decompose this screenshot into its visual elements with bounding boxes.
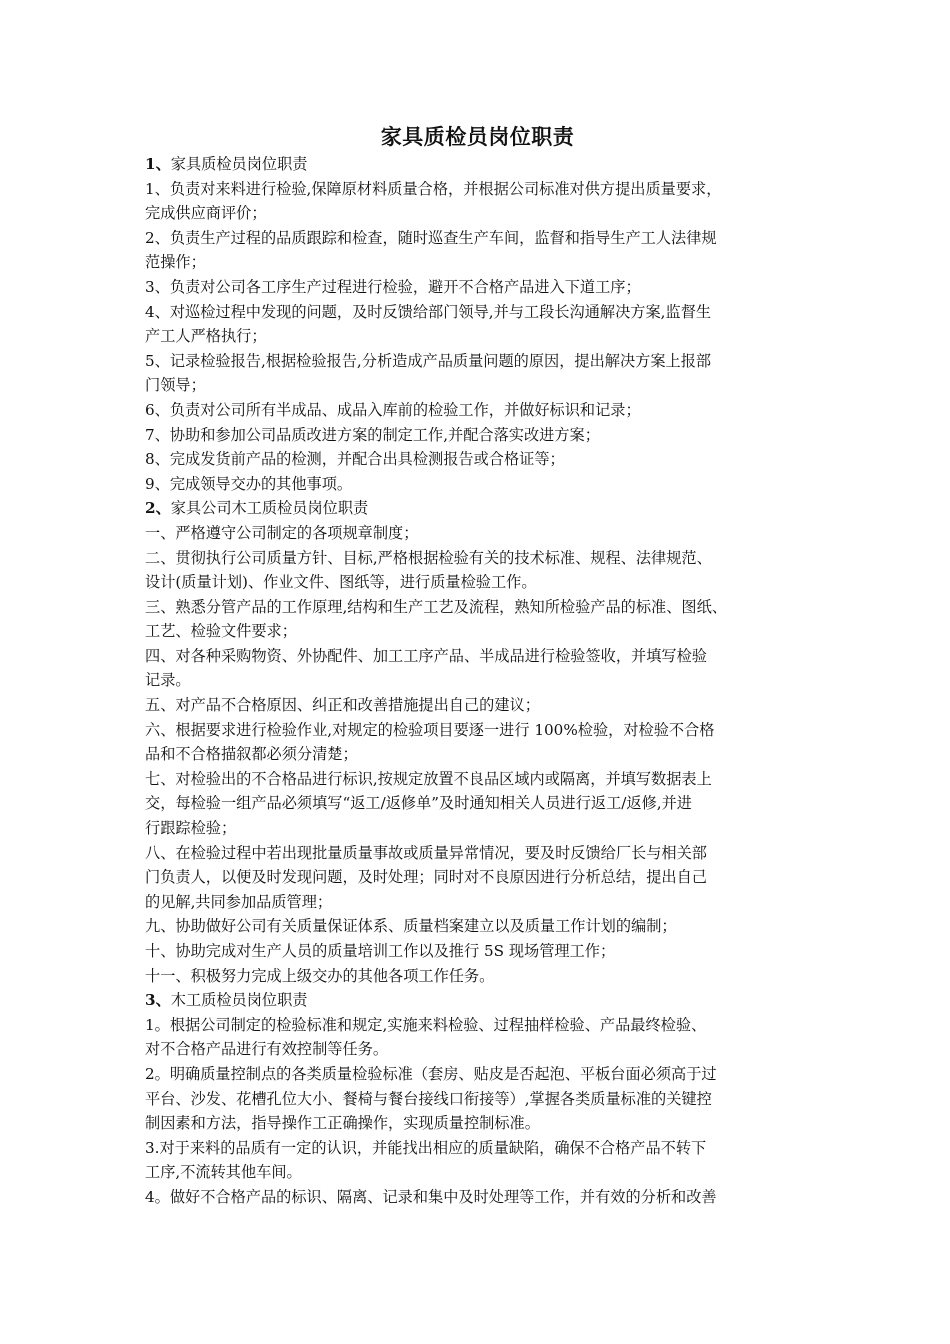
text-line: 6、负责对公司所有半成品、成品入库前的检验工作，并做好标识和记录； — [145, 400, 641, 419]
text-line: 范操作； — [145, 253, 206, 272]
text-line: 记录。 — [145, 671, 191, 690]
text-line: 门领导； — [145, 376, 206, 395]
text-line: 十、协助完成对生产人员的质量培训工作以及推行 5S 现场管理工作； — [145, 942, 616, 960]
text-line: 1、负责对来料进行检验,保障原材料质量合格，并根据公司标准对供方提出质量要求， — [145, 179, 722, 198]
section-heading — [145, 988, 810, 1013]
text-line: 设计(质量计划)、作业文件、图纸等，进行质量检验工作。 — [145, 573, 537, 592]
text-line: 三、熟悉分管产品的工作原理,结构和生产工艺及流程，熟知所检验产品的标准、图纸、 — [145, 597, 727, 616]
text-line: 产工人严格执行； — [145, 327, 267, 346]
text-line: 9、完成领导交办的其他事项。 — [145, 474, 353, 493]
text-line: 8、完成发货前产品的检测，并配合出具检测报告或合格证等； — [145, 450, 565, 469]
text-line: 五、对产品不合格原因、纠正和改善措施提出自己的建议； — [145, 696, 540, 715]
text-line: 品和不合格描叙都必须分清楚； — [145, 745, 358, 764]
text-line: 4。做好不合格产品的标识、隔离、记录和集中及时处理等工作，并有效的分析和改善 — [145, 1187, 717, 1206]
text-line: 二、贯彻执行公司质量方针、目标,严格根据检验有关的技术标准、规程、法律规范、 — [145, 548, 712, 567]
text-line: 一、严格遵守公司制定的各项规章制度； — [145, 523, 419, 542]
text-line: 7、协助和参加公司品质改进方案的制定工作,并配合落实改进方案； — [145, 425, 600, 444]
text-line: 制因素和方法，指导操作工正确操作，实现质量控制标准。 — [145, 1114, 540, 1133]
section-number: 1、 — [145, 155, 171, 173]
section-heading-text: 木工质检员岗位职责 — [170, 991, 308, 1010]
document-title: 家具质检员岗位职责 — [380, 124, 575, 149]
text-line: 平台、沙发、花槽孔位大小、餐椅与餐台接线口衔接等）,掌握各类质量标准的关键控 — [145, 1089, 712, 1108]
section-heading — [145, 496, 810, 521]
text-line: 2、负责生产过程的品质跟踪和检查，随时巡查生产车间，监督和指导生产工人法律规 — [145, 228, 717, 247]
text-line: 八、在检验过程中若出现批量质量事故或质量异常情况，要及时反馈给厂长与相关部 — [145, 843, 707, 862]
section-number: 3、 — [145, 991, 171, 1010]
text-line: 工序,不流转其他车间。 — [145, 1163, 302, 1182]
text-line: 六、根据要求进行检验作业,对规定的检验项目要逐一进行 100%检验，对检验不合格 — [145, 720, 715, 739]
text-line: 四、对各种采购物资、外协配件、加工工序产品、半成品进行检验签收，并填写检验 — [145, 646, 707, 665]
section-heading-text: 家具质检员岗位职责 — [170, 155, 308, 173]
text-line: 的见解,共同参加品质管理； — [145, 892, 333, 911]
text-line: 1。根据公司制定的检验标准和规定,实施来料检验、过程抽样检验、产品最终检验、 — [145, 1015, 707, 1034]
text-line: 4、对巡检过程中发现的问题，及时反馈给部门领导,并与工段长沟通解决方案,监督生 — [145, 302, 712, 321]
section-heading-text: 家具公司木工质检员岗位职责 — [170, 499, 369, 518]
text-line: 3、负责对公司各工序生产过程进行检验，避开不合格产品进入下道工序； — [145, 277, 641, 296]
text-line: 门负责人，以便及时发现问题，及时处理；同时对不良原因进行分析总结，提出自己 — [145, 868, 707, 887]
text-line: 行跟踪检验； — [145, 819, 237, 838]
text-line: 完成供应商评价； — [145, 204, 267, 223]
text-line: 2。明确质量控制点的各类质量检验标准（套房、贴皮是否起泡、平板台面必须高于过 — [145, 1064, 717, 1083]
text-line: 5、记录检验报告,根据检验报告,分析造成产品质量问题的原因，提出解决方案上报部 — [145, 351, 712, 370]
text-line: 工艺、检验文件要求； — [145, 622, 297, 641]
text-line: 七、对检验出的不合格品进行标识,按规定放置不良品区域内或隔离，并填写数据表上 — [145, 769, 712, 788]
text-line: 交，每检验一组产品必须填写“返工/返修单”及时通知相关人员进行返工/返修,并进 — [145, 794, 692, 813]
document-body — [145, 122, 810, 1210]
section-number: 2、 — [145, 499, 171, 518]
text-line: 九、协助做好公司有关质量保证体系、质量档案建立以及质量工作计划的编制； — [145, 917, 677, 936]
text-line: 3.对于来料的品质有一定的认识，并能找出相应的质量缺陷，确保不合格产品不转下 — [145, 1138, 707, 1157]
section-heading — [145, 152, 810, 177]
text-line: 对不合格产品进行有效控制等任务。 — [145, 1040, 388, 1059]
text-line: 十一、积极努力完成上级交办的其他各项工作任务。 — [145, 966, 495, 985]
